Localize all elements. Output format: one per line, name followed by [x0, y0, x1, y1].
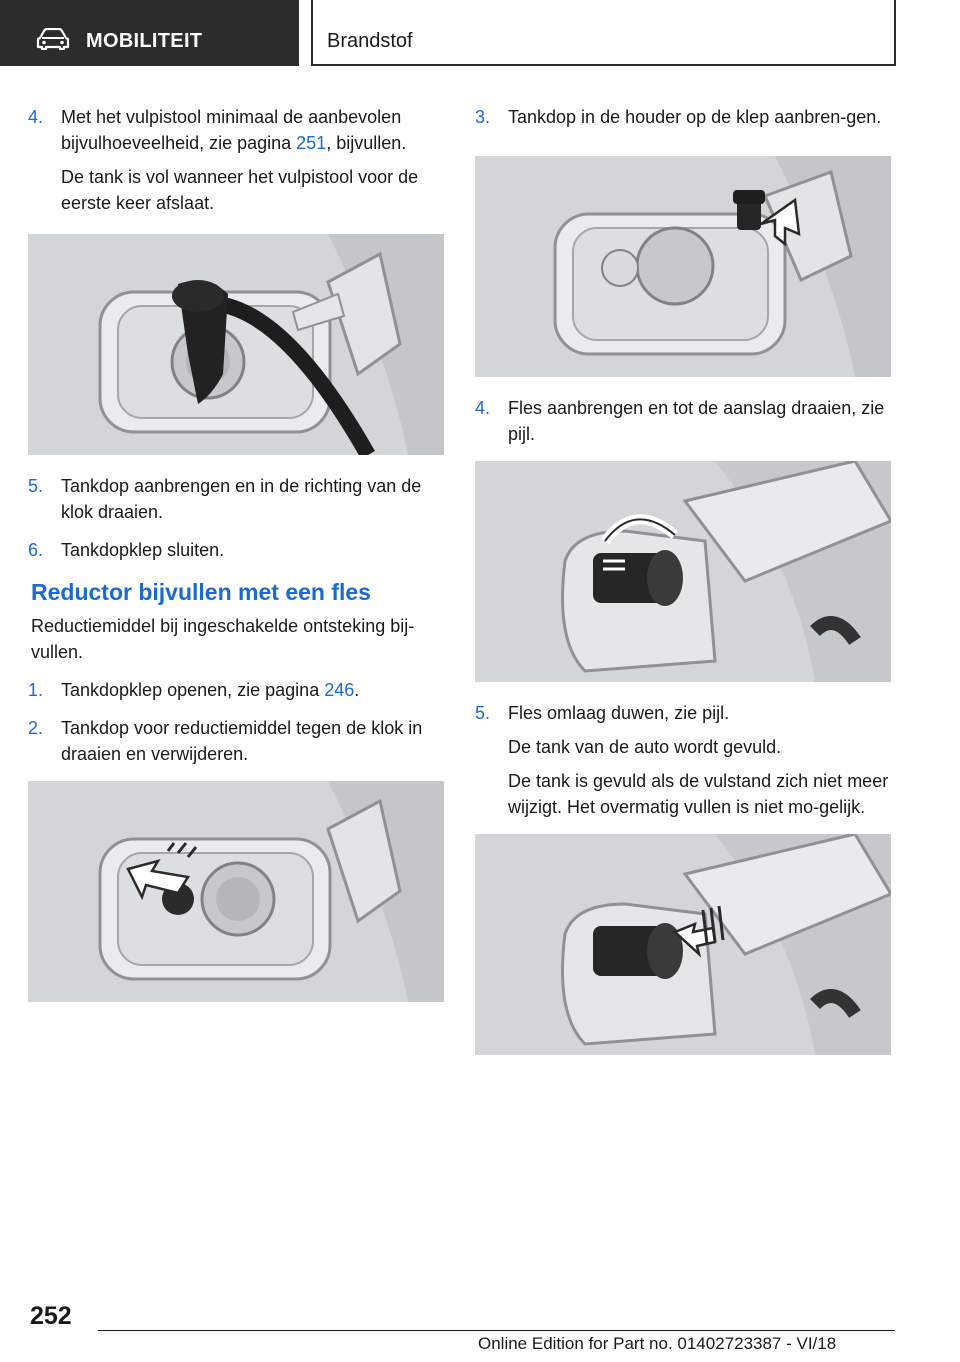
step-number: 5. — [28, 476, 44, 496]
step-text: Tankdop in de houder op de klep aanbren-gen. — [508, 107, 882, 127]
step-subtext-2: De tank is gevuld als de vulstand zich niet meer wijzigt. Het overmatig vullen is niet mo-gelijk. — [508, 771, 889, 817]
step-number: 2. — [28, 718, 44, 738]
footer-edition: Online Edition for Part no. 01402723387 - VI/18 — [478, 1334, 837, 1353]
step-5-left — [28, 473, 444, 525]
section-heading: Reductor bijvullen met een fles — [31, 579, 371, 605]
step-6-left — [28, 537, 444, 563]
step-1-left — [28, 677, 444, 703]
step-number: 4. — [28, 107, 44, 127]
step-5-right — [475, 700, 891, 820]
step-number: 6. — [28, 540, 44, 560]
step-text-end: . — [354, 680, 360, 700]
step-text-end: , bijvullen. — [326, 133, 407, 153]
figure-fuel-nozzle — [28, 234, 444, 455]
step-text: Tankdop voor reductiemiddel tegen de klok in draaien en verwijderen. — [61, 718, 423, 764]
header-section-label: MOBILITEIT — [86, 30, 203, 52]
page-number: 252 — [30, 1302, 72, 1330]
step-subtext-1: De tank van de auto wordt gevuld. — [508, 737, 782, 757]
step-text: Tankdopklep sluiten. — [61, 540, 225, 560]
step-number: 5. — [475, 703, 491, 723]
section-intro: Reductiemiddel bij ingeschakelde ontsteking bij-vullen. — [31, 616, 415, 662]
figure-bottle-push — [475, 834, 891, 1055]
figure-bottle-rotate — [475, 461, 891, 682]
step-number: 3. — [475, 107, 491, 127]
figure-cap-holder — [475, 156, 891, 377]
step-number: 4. — [475, 398, 491, 418]
step-3-right — [475, 104, 891, 130]
step-4-right — [475, 395, 891, 447]
left-column — [28, 104, 444, 1020]
step-2-left — [28, 715, 444, 767]
step-subtext: De tank is vol wanneer het vulpistool voor de eerste keer afslaat. — [61, 167, 419, 213]
page-link-246[interactable]: 246 — [324, 680, 355, 700]
car-icon — [36, 28, 70, 50]
step-text: Tankdop aanbrengen en in de richting van de klok draaien. — [61, 476, 422, 522]
page-link-251[interactable]: 251 — [296, 133, 327, 153]
right-column — [475, 104, 891, 1073]
step-number: 1. — [28, 680, 44, 700]
step-text: Fles aanbrengen en tot de aanslag draaien, zie pijl. — [508, 398, 885, 444]
step-4-left — [28, 104, 444, 216]
page-title: Brandstof — [327, 30, 413, 52]
step-text: Tankdopklep openen, zie pagina — [61, 680, 325, 700]
step-text: Met het vulpistool minimaal de aanbevolen bijvulhoeveelheid, zie pagina — [61, 107, 402, 153]
header-section-tab — [0, 0, 299, 66]
figure-cap-removal — [28, 781, 444, 1002]
footer-divider — [98, 1330, 895, 1331]
header-title-box — [311, 0, 896, 66]
step-text: Fles omlaag duwen, zie pijl. — [508, 703, 730, 723]
